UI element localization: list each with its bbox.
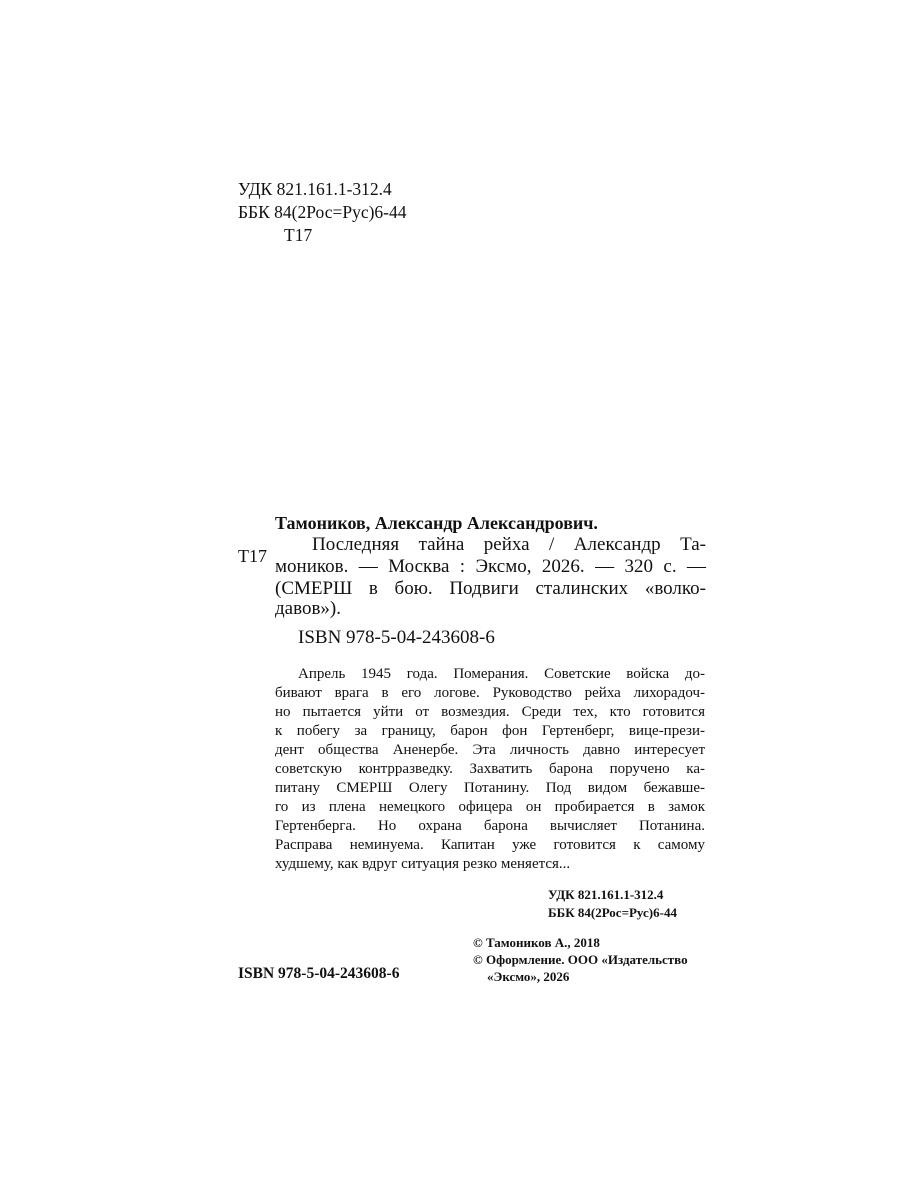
- annotation-line-7: питану СМЕРШ Олегу Потанину. Под видом бежавше-: [275, 780, 705, 796]
- description-line-2: моников. — Москва : Эксмо, 2026. — 320 с. —: [275, 556, 706, 577]
- annotation-line-5: дент общества Аненербе. Эта личность давно интересует: [275, 742, 705, 758]
- isbn-footer: ISBN 978-5-04-243608-6: [238, 965, 400, 982]
- description-line-1: Последняя тайна рейха / Александр Та-: [312, 534, 706, 555]
- annotation-line-11: худшему, как вдруг ситуация резко меняется...: [275, 856, 571, 872]
- isbn-record: ISBN 978-5-04-243608-6: [298, 627, 495, 648]
- copyright-design-line-2: «Эксмо», 2026: [487, 969, 570, 984]
- annotation-line-2: бивают врага в его логове. Руководство рейха лихорадоч-: [275, 685, 705, 701]
- author-mark-top: Т17: [284, 225, 313, 245]
- author-mark-side: Т17: [238, 546, 267, 566]
- copyright-design-line-1: © Оформление. ООО «Издательство: [473, 952, 688, 967]
- copyright-author: © Тамоников А., 2018: [473, 935, 600, 950]
- annotation-line-6: советскую контрразведку. Захватить барона поручено ка-: [275, 761, 705, 777]
- annotation-line-9: Гертенберга. Но охрана барона вычисляет Потанина.: [275, 818, 705, 834]
- annotation-line-3: но пытается уйти от возмездия. Среди тех, кто готовится: [275, 704, 705, 720]
- bbk-code-top: ББК 84(2Рос=Рус)6-44: [238, 202, 407, 222]
- annotation-line-10: Расправа неминуема. Капитан уже готовится к самому: [275, 837, 705, 853]
- annotation-line-8: го из плена немецкого офицера он пробирается в замок: [275, 799, 705, 815]
- annotation-line-4: к побегу за границу, барон фон Гертенберг, вице-прези-: [275, 723, 705, 739]
- bbk-code-bottom: ББК 84(2Рос=Рус)6-44: [548, 905, 677, 920]
- annotation-line-1: Апрель 1945 года. Померания. Советские войска до-: [298, 666, 705, 682]
- description-line-3: (СМЕРШ в бою. Подвиги сталинских «волко-: [275, 578, 706, 599]
- author-heading: Тамоников, Александр Александрович.: [275, 513, 598, 533]
- udk-code-bottom: УДК 821.161.1-312.4: [548, 887, 664, 902]
- udk-code-top: УДК 821.161.1-312.4: [238, 179, 392, 199]
- description-line-4: давов»).: [275, 598, 341, 619]
